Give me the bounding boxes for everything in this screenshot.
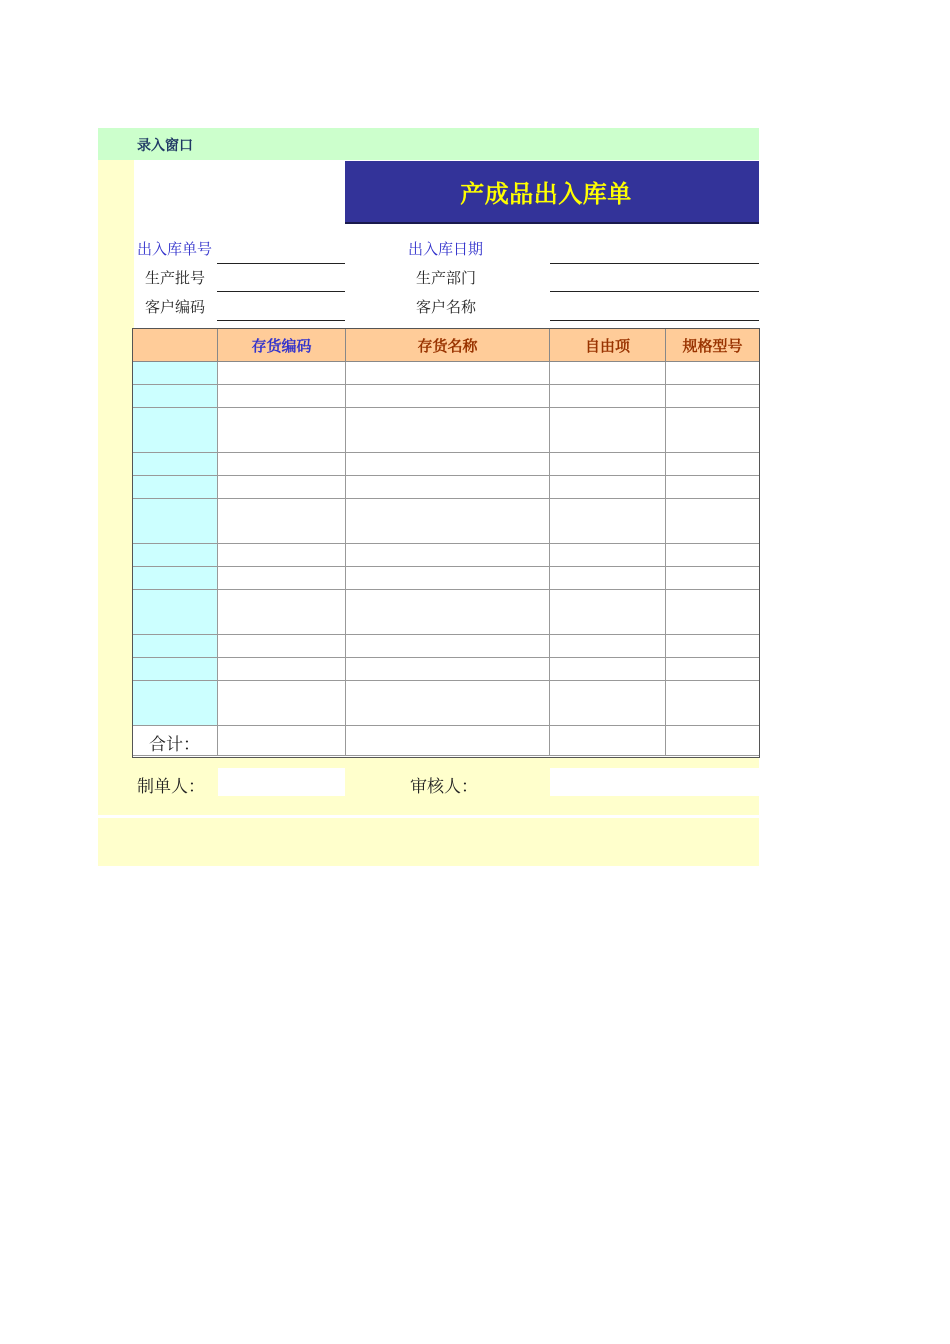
row-index-cell[interactable] — [133, 658, 218, 681]
table-cell[interactable] — [346, 590, 550, 613]
field-underline — [217, 291, 345, 292]
table-cell[interactable] — [346, 635, 550, 658]
table-cell[interactable] — [550, 453, 666, 476]
total-cell[interactable] — [218, 726, 346, 756]
row-index-cell[interactable] — [133, 590, 218, 613]
table-cell[interactable] — [666, 499, 759, 522]
row-index-cell[interactable] — [133, 681, 218, 704]
table-cell[interactable] — [218, 544, 346, 567]
table-row — [133, 612, 759, 635]
table-row — [133, 521, 759, 544]
column-header-free-item: 自由项 — [550, 329, 666, 362]
table-row — [133, 453, 759, 476]
order-date-label: 出入库日期 — [408, 240, 484, 258]
window-title-bar — [98, 128, 759, 160]
table-cell[interactable] — [550, 430, 666, 453]
table-cell[interactable] — [346, 453, 550, 476]
field-underline — [550, 291, 759, 292]
footer-band — [98, 818, 759, 866]
form-title-banner — [345, 161, 759, 224]
table-cell[interactable] — [346, 703, 550, 726]
table-cell[interactable] — [550, 476, 666, 499]
table-cell[interactable] — [666, 544, 759, 567]
total-row — [133, 726, 759, 755]
table-row — [133, 362, 759, 385]
table-cell[interactable] — [550, 385, 666, 408]
customer-code-label: 客户编码 — [145, 298, 206, 316]
table-row — [133, 499, 759, 522]
table-cell[interactable] — [218, 521, 346, 544]
table-row — [133, 703, 759, 726]
table-cell[interactable] — [666, 612, 759, 635]
table-row — [133, 408, 759, 431]
row-index-cell[interactable] — [133, 499, 218, 522]
table-cell[interactable] — [666, 430, 759, 453]
left-panel-strip — [98, 160, 134, 815]
table-cell[interactable] — [550, 590, 666, 613]
table-cell[interactable] — [550, 567, 666, 590]
table-cell[interactable] — [218, 567, 346, 590]
table-cell[interactable] — [666, 567, 759, 590]
table-cell[interactable] — [550, 635, 666, 658]
row-index-cell[interactable] — [133, 612, 218, 635]
row-index-cell[interactable] — [133, 362, 218, 385]
table-cell[interactable] — [218, 385, 346, 408]
table-cell[interactable] — [666, 408, 759, 431]
total-label-cell — [133, 726, 218, 756]
table-cell[interactable] — [666, 453, 759, 476]
table-cell[interactable] — [218, 590, 346, 613]
table-cell[interactable] — [550, 521, 666, 544]
table-cell[interactable] — [666, 385, 759, 408]
department-label: 生产部门 — [416, 269, 477, 287]
column-header-item-code: 存货编码 — [218, 329, 346, 362]
table-cell[interactable] — [346, 408, 550, 431]
table-cell[interactable] — [666, 681, 759, 704]
order-number-label: 出入库单号 — [137, 240, 213, 258]
table-row — [133, 567, 759, 590]
column-header-spec: 规格型号 — [666, 329, 759, 362]
table-cell[interactable] — [346, 430, 550, 453]
table-cell[interactable] — [346, 567, 550, 590]
table-cell[interactable] — [218, 703, 346, 726]
row-index-cell[interactable] — [133, 544, 218, 567]
table-cell[interactable] — [550, 544, 666, 567]
window-title: 录入窗口 — [137, 138, 193, 154]
table-cell[interactable] — [550, 703, 666, 726]
total-cell[interactable] — [346, 726, 550, 756]
table-row — [133, 681, 759, 704]
table-cell[interactable] — [218, 681, 346, 704]
table-cell[interactable] — [550, 681, 666, 704]
table-cell[interactable] — [550, 408, 666, 431]
maker-field[interactable] — [218, 768, 345, 796]
row-index-cell[interactable] — [133, 635, 218, 658]
table-cell[interactable] — [666, 658, 759, 681]
table-row — [133, 658, 759, 681]
table-cell[interactable] — [346, 658, 550, 681]
table-cell[interactable] — [666, 703, 759, 726]
table-cell[interactable] — [346, 385, 550, 408]
customer-name-field[interactable] — [550, 297, 759, 319]
total-label: 合计： — [149, 735, 200, 755]
form-title: 产成品出入库单 — [460, 180, 632, 208]
table-cell[interactable] — [666, 362, 759, 385]
table-row — [133, 590, 759, 613]
table-cell[interactable] — [218, 635, 346, 658]
table-cell[interactable] — [346, 681, 550, 704]
batch-number-label: 生产批号 — [145, 269, 206, 287]
table-cell[interactable] — [346, 362, 550, 385]
table-cell[interactable] — [346, 612, 550, 635]
table-cell[interactable] — [666, 590, 759, 613]
table-row — [133, 635, 759, 658]
table-cell[interactable] — [550, 499, 666, 522]
table-row — [133, 385, 759, 408]
table-cell[interactable] — [666, 521, 759, 544]
batch-number-field[interactable] — [217, 268, 345, 290]
row-index-cell[interactable] — [133, 521, 218, 544]
column-header-item-name: 存货名称 — [346, 329, 550, 362]
row-index-cell[interactable] — [133, 703, 218, 726]
order-date-field[interactable] — [550, 240, 759, 262]
table-cell[interactable] — [218, 408, 346, 431]
row-index-cell[interactable] — [133, 453, 218, 476]
department-field[interactable] — [550, 268, 759, 290]
maker-label: 制单人： — [137, 777, 205, 797]
item-table — [132, 328, 760, 758]
table-cell[interactable] — [218, 362, 346, 385]
table-cell[interactable] — [346, 476, 550, 499]
total-cell[interactable] — [550, 726, 666, 756]
customer-name-label: 客户名称 — [416, 298, 477, 316]
table-cell[interactable] — [346, 521, 550, 544]
row-index-cell[interactable] — [133, 476, 218, 499]
table-cell[interactable] — [550, 612, 666, 635]
table-row — [133, 544, 759, 567]
field-underline — [217, 263, 345, 264]
table-cell[interactable] — [550, 658, 666, 681]
row-index-cell[interactable] — [133, 385, 218, 408]
field-underline — [550, 263, 759, 264]
reviewer-label: 审核人： — [410, 777, 478, 797]
table-cell[interactable] — [218, 612, 346, 635]
reviewer-field[interactable] — [550, 768, 759, 796]
table-cell[interactable] — [218, 499, 346, 522]
customer-code-field[interactable] — [217, 297, 345, 319]
table-cell[interactable] — [218, 476, 346, 499]
row-index-cell[interactable] — [133, 408, 218, 431]
table-cell[interactable] — [666, 635, 759, 658]
table-cell[interactable] — [550, 362, 666, 385]
field-underline — [550, 320, 759, 321]
table-cell[interactable] — [218, 430, 346, 453]
order-number-field[interactable] — [217, 240, 345, 262]
table-cell[interactable] — [346, 499, 550, 522]
table-row — [133, 430, 759, 453]
table-cell[interactable] — [218, 453, 346, 476]
table-cell[interactable] — [218, 658, 346, 681]
table-cell[interactable] — [666, 476, 759, 499]
row-index-cell[interactable] — [133, 567, 218, 590]
column-header-index — [133, 329, 218, 362]
table-cell[interactable] — [346, 544, 550, 567]
row-index-cell[interactable] — [133, 430, 218, 453]
table-row — [133, 476, 759, 499]
total-cell[interactable] — [666, 726, 759, 756]
field-underline — [217, 320, 345, 321]
